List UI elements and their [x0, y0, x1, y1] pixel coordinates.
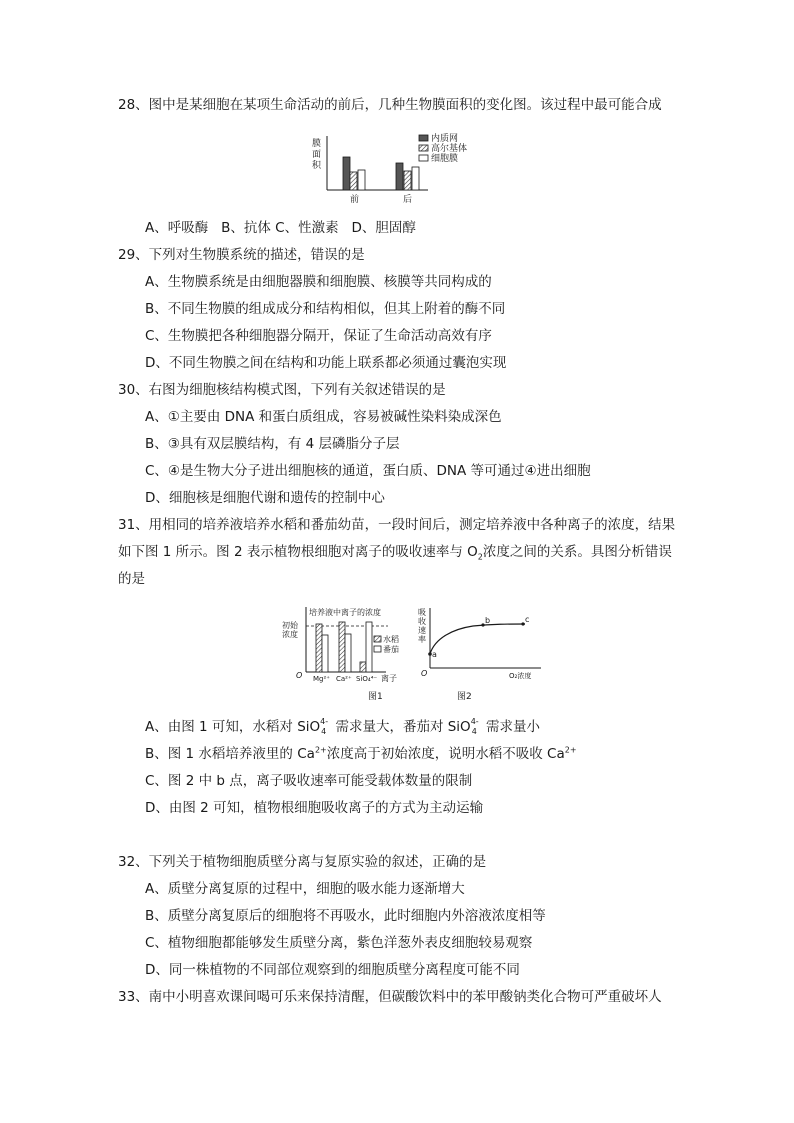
fig1-bar-mg-tomato — [322, 635, 328, 672]
fig1-bar-ca-rice — [339, 622, 345, 672]
q28-bar-before-golgi — [350, 172, 357, 190]
q28-group-before: 前 — [350, 195, 360, 205]
q30-option-c: C、④是生物大分子进出细胞核的通道，蛋白质、DNA 等可通过④进出细胞 — [145, 463, 591, 479]
fig2-ylabel-3: 速 — [418, 626, 426, 635]
q29-stem: 29、下列对生物膜系统的描述，错误的是 — [118, 247, 365, 263]
fig1-bar-sio-tomato — [366, 622, 372, 672]
q28-group-after: 后 — [403, 195, 413, 205]
fig2-ylabel-1: 吸 — [418, 608, 426, 617]
q32-option-c: C、植物细胞都能够发生质壁分离，紫色洋葱外表皮细胞较易观察 — [145, 935, 533, 951]
q29-option-b: B、不同生物膜的组成成分和结构相似，但其上附着的酶不同 — [145, 301, 506, 317]
fig2-label-c: c — [525, 615, 530, 624]
q28-legend-membrane: 细胞膜 — [431, 154, 459, 164]
fig1-baseline-label-1: 初始 — [282, 621, 298, 630]
q31-opt-b-sup-2: 2+ — [564, 745, 577, 755]
q31-stem-o2-subscript: 2 — [477, 552, 483, 562]
fig1-xlabel: 离子 — [381, 674, 397, 683]
q30-option-d: D、细胞核是细胞代谢和遗传的控制中心 — [145, 490, 385, 506]
q32-option-b: B、质壁分离复原后的细胞将不再吸水，此时细胞内外溶液浓度相等 — [145, 908, 546, 924]
q28-legend-swatch-er — [419, 135, 428, 141]
q31-option-c: C、图 2 中 b 点，离子吸收速率可能受载体数量的限制 — [145, 773, 473, 789]
q29-option-a: A、生物膜系统是由细胞器膜和细胞膜、核膜等共同构成的 — [145, 274, 492, 290]
q31-stem-part-b: 浓度之间的关系。具图分析错误的是 — [118, 544, 672, 587]
q28-bar-before-er — [343, 157, 350, 190]
q31-opt-b-part-2: 浓度高于初始浓度，说明水稻不吸收 Ca — [326, 746, 565, 762]
q31-opt-a-part-3: 需求量小 — [481, 719, 540, 735]
q28-bar-after-er — [396, 163, 403, 190]
fig1-legend-rice: 水稻 — [383, 635, 399, 644]
fig1-ion-sio: SiO₄⁴⁻ — [356, 675, 378, 683]
q29-option-c: C、生物膜把各种细胞器分隔开，保证了生命活动高效有序 — [145, 328, 492, 344]
q28-ylabel-3: 积 — [312, 161, 322, 171]
q32-option-d: D、同一株植物的不同部位观察到的细胞质壁分离程度可能不同 — [145, 962, 520, 978]
q33-stem: 33、南中小明喜欢课间喝可乐来保持清醒，但碳酸饮料中的苯甲酸钠类化合物可严重破坏人 — [118, 989, 662, 1005]
q28-legend-er: 内质网 — [431, 134, 459, 144]
fig1-legend-swatch-tomato — [374, 646, 381, 652]
fig2-ylabel-4: 率 — [418, 635, 426, 644]
q28-bar-before-membrane — [358, 170, 365, 190]
fig2-xlabel: O₂浓度 — [509, 672, 532, 680]
q31-stem — [118, 512, 678, 593]
q31-opt-a-sub-2: 4 — [471, 727, 477, 736]
q28-ylabel-2: 面 — [312, 150, 322, 160]
fig1-legend-tomato: 番茄 — [383, 645, 399, 654]
q31-opt-a-ion-charge-1 — [320, 717, 331, 736]
fig2-label-a: a — [432, 650, 437, 659]
q28-legend-swatch-golgi — [419, 145, 428, 151]
q31-opt-a-sub-1: 4 — [321, 727, 327, 736]
fig1-ion-mg: Mg²⁺ — [313, 675, 330, 683]
fig1-bar-ca-tomato — [345, 634, 351, 672]
q31-option-b — [145, 745, 577, 763]
fig1-legend-swatch-rice — [374, 636, 381, 642]
fig1-bar-mg-rice — [316, 624, 322, 672]
fig1-caption: 图1 — [368, 692, 383, 702]
q30-option-b: B、③具有双层膜结构，有 4 层磷脂分子层 — [145, 436, 400, 452]
q31-opt-a-part-1: A、由图 1 可知，水稻对 SiO — [145, 719, 321, 735]
q28-membrane-area-chart — [310, 130, 510, 206]
q30-option-a: A、①主要由 DNA 和蛋白质组成，容易被碱性染料染成深色 — [145, 409, 502, 425]
fig1-baseline-label-2: 浓度 — [282, 630, 298, 639]
q31-opt-a-ion-charge-2 — [470, 717, 482, 736]
q28-legend-golgi: 高尔基体 — [431, 144, 468, 154]
fig2-ylabel-2: 收 — [418, 617, 426, 626]
fig2-absorption-curve — [430, 624, 525, 654]
q31-opt-b-part-1: B、图 1 水稻培养液里的 Ca — [145, 746, 315, 762]
q31-option-a — [145, 718, 540, 736]
q28-ylabel-1: 膜 — [312, 139, 322, 149]
q32-option-a: A、质壁分离复原的过程中，细胞的吸水能力逐渐增大 — [145, 881, 465, 897]
q31-opt-a-sup-1: 4- — [320, 717, 329, 726]
q31-figure-1 — [276, 604, 418, 704]
q28-options: A、呼吸酶 B、抗体 C、性激素 D、胆固醇 — [145, 220, 416, 236]
fig2-origin: O — [421, 669, 428, 678]
q31-option-d: D、由图 2 可知，植物根细胞吸收离子的方式为主动运输 — [145, 800, 484, 816]
q28-legend-swatch-membrane — [419, 155, 428, 161]
q28-stem: 28、图中是某细胞在某项生命活动的前后，几种生物膜面积的变化图。该过程中最可能合成 — [118, 97, 662, 113]
fig1-origin: O — [296, 671, 303, 680]
q31-opt-a-sup-2: 4- — [470, 717, 479, 726]
q28-bar-after-membrane — [412, 167, 419, 190]
fig2-caption: 图2 — [457, 692, 472, 702]
q31-stem-part-a: 31、用相同的培养液培养水稻和番茄幼苗，一段时间后，测定培养液中各种离子的浓度，结果如下图 1 所示。图 2 表示植物根细胞对离子的吸收速率与 O — [118, 517, 676, 560]
fig1-title: 培养液中离子的浓度 — [309, 608, 381, 617]
q31-opt-b-sup-1: 2+ — [314, 745, 327, 755]
fig1-ion-ca: Ca²⁺ — [336, 675, 352, 683]
fig2-label-b: b — [485, 616, 491, 625]
q29-option-d: D、不同生物膜之间在结构和功能上联系都必须通过囊泡实现 — [145, 355, 507, 371]
q31-opt-a-part-2: 需求量大，番茄对 SiO — [331, 719, 471, 735]
q28-bar-after-golgi — [404, 171, 411, 190]
q31-figure-2 — [413, 604, 543, 704]
q30-stem: 30、右图为细胞核结构模式图，下列有关叙述错误的是 — [118, 382, 446, 398]
fig1-bar-sio-rice — [360, 662, 366, 672]
q32-stem: 32、下列关于植物细胞质壁分离与复原实验的叙述，正确的是 — [118, 854, 487, 870]
